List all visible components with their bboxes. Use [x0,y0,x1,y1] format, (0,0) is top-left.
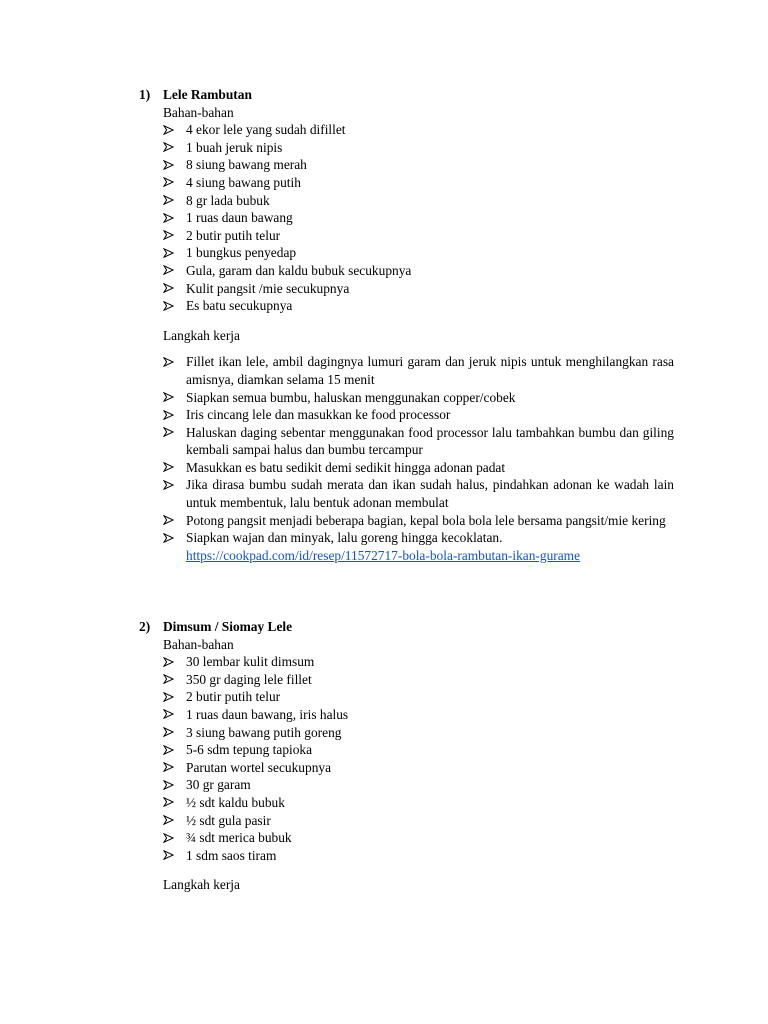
arrowhead-bullet-icon [163,121,177,138]
arrowhead-bullet-icon [163,389,177,406]
arrowhead-bullet-icon [163,476,177,493]
list-item: 1 ruas daun bawang [163,209,674,227]
recipe-number: 1) [139,87,151,102]
ingredients-list [163,121,674,315]
arrowhead-bullet-icon [163,156,177,173]
arrowhead-bullet-icon [163,280,177,297]
list-item: ¾ sdt merica bubuk [163,829,674,847]
list-item: ½ sdt kaldu bubuk [163,794,674,812]
arrowhead-bullet-icon [163,671,177,688]
list-item: 8 gr lada bubuk [163,192,674,210]
list-item: 1 bungkus penyedap [163,244,674,262]
arrowhead-bullet-icon [163,227,177,244]
arrowhead-bullet-icon [163,529,177,546]
arrowhead-bullet-icon [163,706,177,723]
step-item: Masukkan es batu sedikit demi sedikit hingga adonan padat [163,459,674,477]
list-item: 350 gr daging lele fillet [163,671,674,689]
recipe-section-1 [139,86,679,564]
recipe-heading [139,86,679,104]
ingredients-label: Bahan-bahan [163,636,234,652]
arrowhead-bullet-icon [163,139,177,156]
arrowhead-bullet-icon [163,829,177,846]
arrowhead-bullet-icon [163,297,177,314]
list-item: 1 sdm saos tiram [163,847,674,865]
list-item: 5-6 sdm tepung tapioka [163,741,674,759]
recipe-heading [139,618,679,636]
list-item: ½ sdt gula pasir [163,812,674,830]
list-item: Es batu secukupnya [163,297,674,315]
arrowhead-bullet-icon [163,776,177,793]
recipe-title: Dimsum / Siomay Lele [163,619,293,634]
ingredients-label: Bahan-bahan [163,104,234,120]
arrowhead-bullet-icon [163,174,177,191]
step-item: Iris cincang lele dan masukkan ke food processor [163,406,674,424]
arrowhead-bullet-icon [163,688,177,705]
arrowhead-bullet-icon [163,209,177,226]
step-item: Potong pangsit menjadi beberapa bagian, kepal bola bola lele bersama pangsit/mie kering [163,512,674,530]
recipe-title: Lele Rambutan [163,87,252,102]
steps-label: Langkah kerja [163,327,240,343]
list-item: 3 siung bawang putih goreng [163,724,674,742]
ingredients-list [163,653,674,864]
arrowhead-bullet-icon [163,759,177,776]
list-item: Gula, garam dan kaldu bubuk secukupnya [163,262,674,280]
list-item: 30 gr garam [163,776,674,794]
list-item: Kulit pangsit /mie secukupnya [163,280,674,298]
list-item: Parutan wortel secukupnya [163,759,674,777]
arrowhead-bullet-icon [163,741,177,758]
arrowhead-bullet-icon [163,724,177,741]
source-link[interactable]: https://cookpad.com/id/resep/11572717-bola-bola-rambutan-ikan-gurame [186,547,581,563]
list-item: 8 siung bawang merah [163,156,674,174]
list-item: 2 butir putih telur [163,688,674,706]
arrowhead-bullet-icon [163,794,177,811]
arrowhead-bullet-icon [163,459,177,476]
step-item: Haluskan daging sebentar menggunakan food processor lalu tambahkan bumbu dan giling kembali sampai halus dan bumbu tercampur [163,424,674,459]
arrowhead-bullet-icon [163,424,177,441]
list-item: 1 buah jeruk nipis [163,139,674,157]
arrowhead-bullet-icon [163,244,177,261]
arrowhead-bullet-icon [163,812,177,829]
step-item: Fillet ikan lele, ambil dagingnya lumuri garam dan jeruk nipis untuk menghilangkan rasa amisnya, diamkan selama 15 menit [163,353,674,388]
list-item: 1 ruas daun bawang, iris halus [163,706,674,724]
list-item: 30 lembar kulit dimsum [163,653,674,671]
steps-list [163,353,674,564]
list-item: 4 ekor lele yang sudah difillet [163,121,674,139]
step-item: Siapkan semua bumbu, haluskan menggunakan copper/cobek [163,389,674,407]
step-item: Jika dirasa bumbu sudah merata dan ikan sudah halus, pindahkan adonan ke wadah lain untuk membentuk, lalu bentuk adonan membulat [163,476,674,511]
arrowhead-bullet-icon [163,847,177,864]
list-item: 4 siung bawang putih [163,174,674,192]
arrowhead-bullet-icon [163,192,177,209]
arrowhead-bullet-icon [163,406,177,423]
list-item: 2 butir putih telur [163,227,674,245]
step-item: Siapkan wajan dan minyak, lalu goreng hingga kecoklatan. https://cookpad.com/id/resep/11572717-bola-bola-rambutan-ikan-gurame [163,529,674,564]
arrowhead-bullet-icon [163,262,177,279]
recipe-section-2 [139,618,679,894]
arrowhead-bullet-icon [163,353,177,370]
steps-label: Langkah kerja [163,877,240,893]
arrowhead-bullet-icon [163,512,177,529]
arrowhead-bullet-icon [163,653,177,670]
recipe-number: 2) [139,619,151,634]
